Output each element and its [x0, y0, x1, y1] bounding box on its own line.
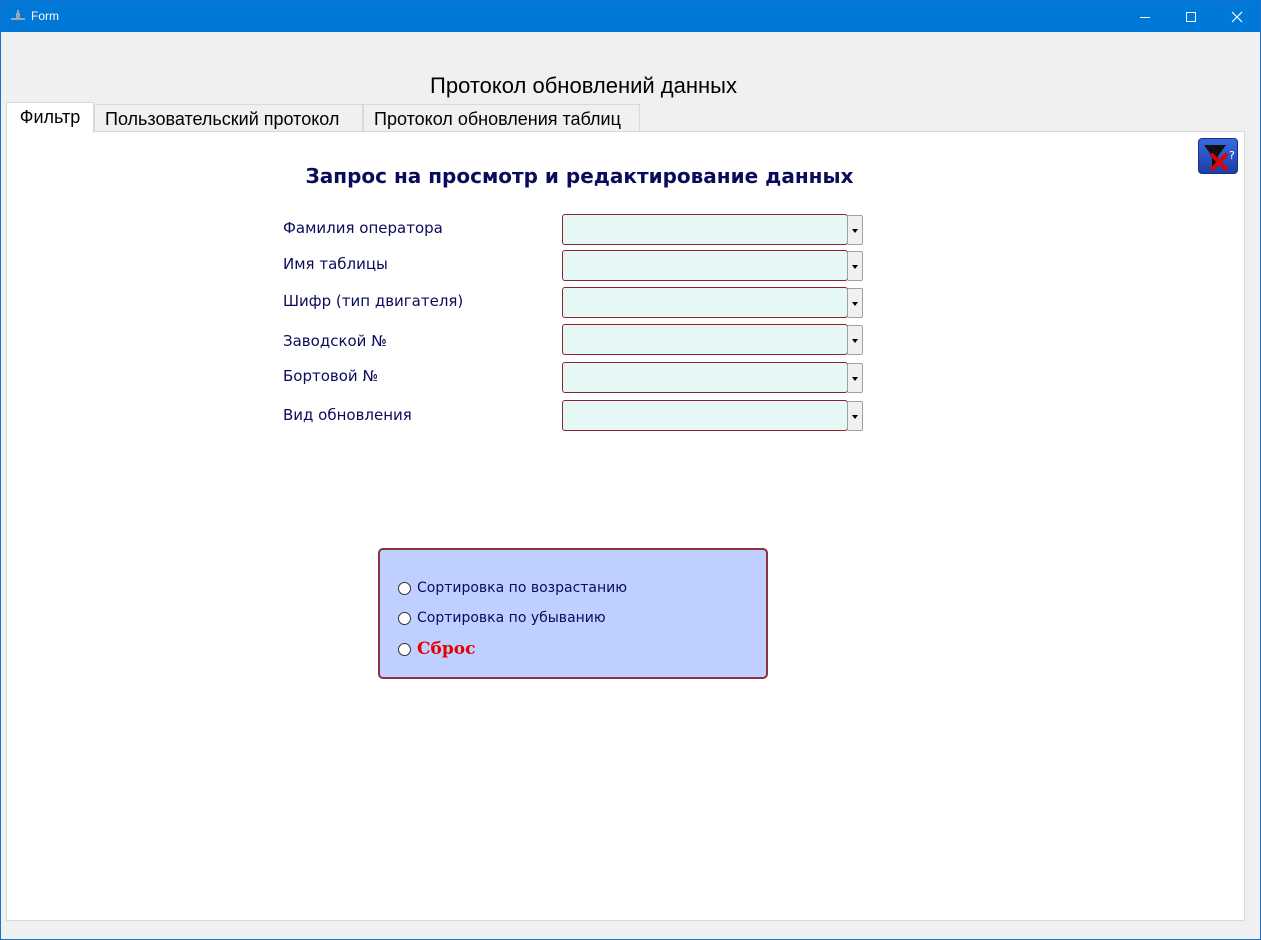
maximize-icon — [1185, 11, 1197, 23]
chevron-down-icon[interactable] — [847, 215, 863, 245]
clear-filter-icon — [1199, 139, 1237, 173]
operator-surname-label: Фамилия оператора — [283, 219, 443, 237]
close-button[interactable] — [1214, 1, 1260, 32]
operator-surname-combo[interactable] — [562, 214, 864, 245]
sort-ascending-radio[interactable] — [398, 582, 411, 595]
app-icon — [10, 9, 26, 23]
sort-reset-radio[interactable] — [398, 643, 411, 656]
operator-surname-input[interactable] — [562, 214, 848, 245]
maximize-button[interactable] — [1168, 1, 1214, 32]
close-icon — [1231, 11, 1243, 23]
factory-number-label: Заводской № — [283, 332, 387, 350]
sort-descending-option[interactable] — [398, 610, 606, 626]
chevron-down-icon[interactable] — [847, 325, 863, 355]
chevron-down-icon[interactable] — [847, 288, 863, 318]
filter-panel — [6, 131, 1245, 921]
sort-ascending-label[interactable]: Сортировка по возрастанию — [417, 580, 628, 596]
window-title: Form — [31, 9, 59, 23]
factory-number-input[interactable] — [562, 324, 848, 355]
minimize-icon — [1139, 11, 1151, 23]
update-type-label: Вид обновления — [283, 406, 412, 424]
chevron-down-icon[interactable] — [847, 363, 863, 393]
chevron-down-icon[interactable] — [847, 251, 863, 281]
update-type-combo[interactable] — [562, 400, 864, 431]
title-bar[interactable] — [1, 1, 1260, 32]
chevron-down-icon[interactable] — [847, 401, 863, 431]
sort-ascending-option[interactable] — [398, 580, 627, 596]
sort-reset-label[interactable]: Сброс — [417, 639, 476, 659]
clear-filter-button[interactable] — [1198, 138, 1238, 174]
page-title: Протокол обновлений данных — [430, 73, 737, 98]
minimize-button[interactable] — [1122, 1, 1168, 32]
sort-descending-label[interactable]: Сортировка по убыванию — [417, 610, 606, 626]
table-name-label: Имя таблицы — [283, 255, 388, 273]
sort-reset-option[interactable] — [398, 639, 475, 659]
tab-filter[interactable]: Фильтр — [6, 102, 94, 133]
tab-table-update-log[interactable]: Протокол обновления таблиц — [363, 104, 640, 132]
board-number-label: Бортовой № — [283, 367, 379, 385]
board-number-combo[interactable] — [562, 362, 864, 393]
table-name-input[interactable] — [562, 250, 848, 281]
board-number-input[interactable] — [562, 362, 848, 393]
update-type-input[interactable] — [562, 400, 848, 431]
table-name-combo[interactable] — [562, 250, 864, 281]
sort-options-group — [378, 548, 768, 679]
factory-number-combo[interactable] — [562, 324, 864, 355]
svg-text:?: ? — [1229, 149, 1235, 162]
tab-user-log[interactable]: Пользовательский протокол — [94, 104, 363, 132]
sort-descending-radio[interactable] — [398, 612, 411, 625]
filter-form-title: Запрос на просмотр и редактирование данных — [305, 164, 854, 188]
engine-code-label: Шифр (тип двигателя) — [283, 292, 464, 310]
engine-code-input[interactable] — [562, 287, 848, 318]
engine-code-combo[interactable] — [562, 287, 864, 318]
